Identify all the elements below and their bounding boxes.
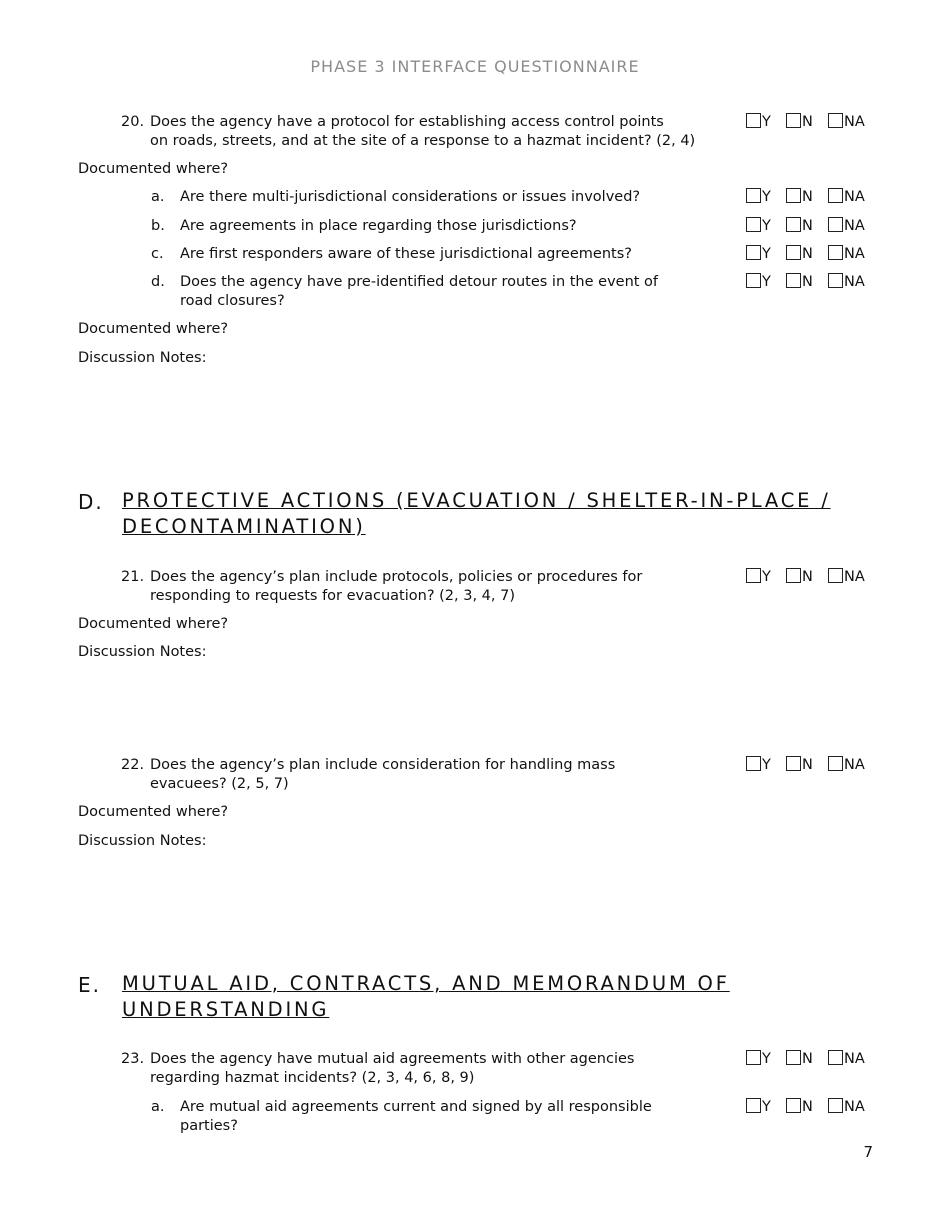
q20d-no-label: N (802, 274, 813, 290)
q20d-line1: Does the agency have pre-identified detour routes in the event of (180, 274, 659, 290)
question-22-line1: Does the agency’s plan include consideration for handling mass (150, 757, 616, 773)
section-e-letter: E. (78, 973, 101, 997)
q23-na-label: NA (844, 1051, 865, 1067)
q20a-na-checkbox[interactable] (828, 188, 843, 203)
q23a-na-label: NA (844, 1099, 865, 1115)
question-23-answer-group (746, 1050, 876, 1070)
q20-no-checkbox[interactable] (786, 113, 801, 128)
q20c-yes-checkbox[interactable] (746, 245, 761, 260)
section-d-title-line1: PROTECTIVE ACTIONS (EVACUATION / SHELTER-IN-PLACE / (122, 489, 831, 512)
q21-na-checkbox[interactable] (828, 568, 843, 583)
question-23-line2: regarding hazmat incidents? (2, 3, 4, 6, 8, 9) (150, 1070, 475, 1086)
q20-documented-label: Documented where? (78, 161, 229, 177)
q22-no-label: N (802, 757, 813, 773)
section-d-title-line2: DECONTAMINATION) (122, 515, 366, 538)
q20d-letter: d. (151, 274, 165, 290)
q20-discussion-notes-label: Discussion Notes: (78, 350, 207, 366)
q22-discussion-notes-label: Discussion Notes: (78, 833, 207, 849)
q23a-line1: Are mutual aid agreements current and signed by all responsible (180, 1099, 652, 1115)
q23a-letter: a. (151, 1099, 165, 1115)
q21-yes-checkbox[interactable] (746, 568, 761, 583)
q20d-yes-option[interactable] (746, 273, 771, 291)
q23-yes-checkbox[interactable] (746, 1050, 761, 1065)
q23a-yes-checkbox[interactable] (746, 1098, 761, 1113)
q20a-no-option[interactable] (786, 188, 813, 206)
q22-documented-label: Documented where? (78, 804, 229, 820)
question-20-line2: on roads, streets, and at the site of a response to a hazmat incident? (2, 4) (150, 133, 696, 149)
q20c-yes-option[interactable] (746, 245, 771, 263)
q20a-yes-checkbox[interactable] (746, 188, 761, 203)
q20d-na-option[interactable] (828, 273, 865, 291)
q20b-yes-checkbox[interactable] (746, 217, 761, 232)
section-d-letter: D. (78, 490, 104, 514)
q20a-letter: a. (151, 189, 165, 205)
q23-no-option[interactable] (786, 1050, 813, 1068)
q20c-na-label: NA (844, 246, 865, 262)
q20-na-label: NA (844, 114, 865, 130)
page-header-title: PHASE 3 INTERFACE QUESTIONNAIRE (310, 57, 640, 76)
q23-yes-option[interactable] (746, 1050, 771, 1068)
q22-yes-option[interactable] (746, 756, 771, 774)
q20-yes-checkbox[interactable] (746, 113, 761, 128)
q20-yes-label: Y (762, 114, 771, 130)
q20c-no-option[interactable] (786, 245, 813, 263)
q20-yes-option[interactable] (746, 113, 771, 131)
q23-no-checkbox[interactable] (786, 1050, 801, 1065)
q22-na-label: NA (844, 757, 865, 773)
q20b-yes-label: Y (762, 218, 771, 234)
q20a-na-label: NA (844, 189, 865, 205)
q23-na-checkbox[interactable] (828, 1050, 843, 1065)
q21-yes-label: Y (762, 569, 771, 585)
q20b-text: Are agreements in place regarding those jurisdictions? (180, 218, 577, 234)
q20d-no-option[interactable] (786, 273, 813, 291)
q21-no-option[interactable] (786, 568, 813, 586)
question-20-answer-group (746, 113, 876, 133)
q22-na-checkbox[interactable] (828, 756, 843, 771)
q20a-na-option[interactable] (828, 188, 865, 206)
q21-documented-label: Documented where? (78, 616, 229, 632)
q20b-yes-option[interactable] (746, 217, 771, 235)
q20a-no-checkbox[interactable] (786, 188, 801, 203)
question-22-number: 22. (121, 757, 145, 773)
q20a-answer-group (746, 188, 876, 208)
q23a-na-checkbox[interactable] (828, 1098, 843, 1113)
q20a-yes-label: Y (762, 189, 771, 205)
q20b-na-label: NA (844, 218, 865, 234)
q23a-yes-option[interactable] (746, 1098, 771, 1116)
page-number: 7 (863, 1143, 873, 1161)
q23a-no-checkbox[interactable] (786, 1098, 801, 1113)
q20b-no-label: N (802, 218, 813, 234)
q20d-line2: road closures? (180, 293, 285, 309)
q20-na-option[interactable] (828, 113, 865, 131)
q20d-yes-label: Y (762, 274, 771, 290)
q20d-yes-checkbox[interactable] (746, 273, 761, 288)
q21-no-checkbox[interactable] (786, 568, 801, 583)
q23a-na-option[interactable] (828, 1098, 865, 1116)
q20-sub-documented-label: Documented where? (78, 321, 229, 337)
q20c-letter: c. (151, 246, 164, 262)
q20b-na-option[interactable] (828, 217, 865, 235)
q21-yes-option[interactable] (746, 568, 771, 586)
q22-no-option[interactable] (786, 756, 813, 774)
q22-yes-label: Y (762, 757, 771, 773)
question-21-line1: Does the agency’s plan include protocols, policies or procedures for (150, 569, 643, 585)
q20c-yes-label: Y (762, 246, 771, 262)
question-20-number: 20. (121, 114, 145, 130)
question-20-line1: Does the agency have a protocol for establishing access control points (150, 114, 664, 130)
q23a-line2: parties? (180, 1118, 238, 1134)
q20a-text: Are there multi-jurisdictional considerations or issues involved? (180, 189, 641, 205)
question-23-number: 23. (121, 1051, 145, 1067)
q22-yes-checkbox[interactable] (746, 756, 761, 771)
question-21-line2: responding to requests for evacuation? (2, 3, 4, 7) (150, 588, 515, 604)
q23a-yes-label: Y (762, 1099, 771, 1115)
section-e-title-line2: UNDERSTANDING (122, 998, 330, 1021)
q20-na-checkbox[interactable] (828, 113, 843, 128)
q20c-no-label: N (802, 246, 813, 262)
q20d-answer-group (746, 273, 876, 293)
question-22-line2: evacuees? (2, 5, 7) (150, 776, 289, 792)
question-23-line1: Does the agency have mutual aid agreements with other agencies (150, 1051, 635, 1067)
q20b-no-checkbox[interactable] (786, 217, 801, 232)
q20a-no-label: N (802, 189, 813, 205)
q23a-no-label: N (802, 1099, 813, 1115)
q20c-text: Are first responders aware of these jurisdictional agreements? (180, 246, 632, 262)
q20b-na-checkbox[interactable] (828, 217, 843, 232)
q20-no-option[interactable] (786, 113, 813, 131)
q23a-answer-group (746, 1098, 876, 1118)
q20d-na-label: NA (844, 274, 865, 290)
question-22-answer-group (746, 756, 876, 776)
q20b-letter: b. (151, 218, 165, 234)
q22-na-option[interactable] (828, 756, 865, 774)
q20b-answer-group (746, 217, 876, 237)
q21-discussion-notes-label: Discussion Notes: (78, 644, 207, 660)
q20a-yes-option[interactable] (746, 188, 771, 206)
q23-yes-label: Y (762, 1051, 771, 1067)
q21-no-label: N (802, 569, 813, 585)
q20c-na-checkbox[interactable] (828, 245, 843, 260)
q20-no-label: N (802, 114, 813, 130)
question-21-answer-group (746, 568, 876, 588)
section-e-title-line1: MUTUAL AID, CONTRACTS, AND MEMORANDUM OF (122, 972, 730, 995)
q20c-na-option[interactable] (828, 245, 865, 263)
q22-no-checkbox[interactable] (786, 756, 801, 771)
q20d-na-checkbox[interactable] (828, 273, 843, 288)
q21-na-label: NA (844, 569, 865, 585)
q23a-no-option[interactable] (786, 1098, 813, 1116)
question-21-number: 21. (121, 569, 145, 585)
q20c-no-checkbox[interactable] (786, 245, 801, 260)
q20b-no-option[interactable] (786, 217, 813, 235)
q23-na-option[interactable] (828, 1050, 865, 1068)
q23-no-label: N (802, 1051, 813, 1067)
q20d-no-checkbox[interactable] (786, 273, 801, 288)
q21-na-option[interactable] (828, 568, 865, 586)
q20c-answer-group (746, 245, 876, 265)
